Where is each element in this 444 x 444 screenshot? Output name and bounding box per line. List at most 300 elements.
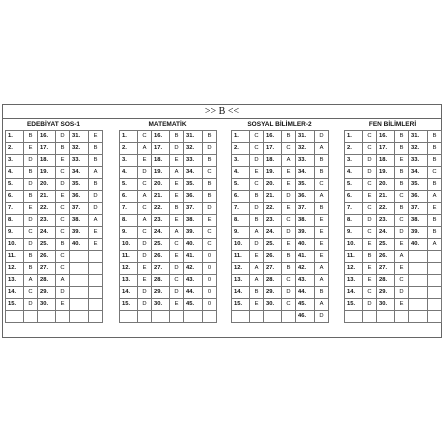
question-number: 38. [296, 215, 315, 227]
answer-letter [170, 311, 184, 323]
answer-letter: D [56, 179, 70, 191]
answer-letter: C [395, 215, 409, 227]
question-number: 8. [120, 215, 138, 227]
question-number [377, 311, 395, 323]
section-edebiyat-sos-1 [5, 119, 102, 323]
answer-letter: A [56, 275, 70, 287]
question-number: 25. [377, 239, 395, 251]
question-number [38, 311, 56, 323]
question-number: 5. [120, 179, 138, 191]
answer-letter: A [250, 275, 264, 287]
question-number: 5. [6, 179, 24, 191]
table-row [232, 203, 329, 215]
question-number: 41. [296, 251, 315, 263]
answer-letter: E [89, 239, 103, 251]
answer-letter [363, 311, 377, 323]
answer-letter: C [250, 179, 264, 191]
question-number: 46. [296, 311, 315, 323]
answer-letter [89, 311, 103, 323]
answer-letter: B [428, 215, 442, 227]
answer-letter: 0 [203, 251, 217, 263]
table-row [232, 239, 329, 251]
question-number: 3. [345, 155, 363, 167]
answer-letter: D [203, 143, 217, 155]
answer-letter: C [138, 131, 152, 143]
answer-letter: B [203, 179, 217, 191]
table-row [6, 275, 103, 287]
question-number: 45. [184, 299, 203, 311]
table-row [120, 275, 217, 287]
question-number: 37. [184, 203, 203, 215]
answer-letter: A [138, 143, 152, 155]
question-number: 12. [6, 263, 24, 275]
table-row [120, 299, 217, 311]
question-number: 19. [264, 167, 282, 179]
question-number: 4. [345, 167, 363, 179]
answer-letter: B [428, 143, 442, 155]
answer-letter: D [170, 287, 184, 299]
question-number: 36. [296, 191, 315, 203]
question-number: 9. [120, 227, 138, 239]
question-number [152, 311, 170, 323]
question-number [184, 311, 203, 323]
table-row [232, 227, 329, 239]
question-number: 14. [345, 287, 363, 299]
question-number: 23. [38, 215, 56, 227]
table-row [6, 131, 103, 143]
section-title: MATEMATİK [148, 121, 187, 128]
answer-letter [428, 263, 442, 275]
table-row [120, 251, 217, 263]
answer-letter: D [138, 167, 152, 179]
section-matematik [119, 119, 216, 323]
answer-letter: A [89, 215, 103, 227]
answer-letter: B [24, 251, 38, 263]
answer-letter: C [170, 275, 184, 287]
question-number: 35. [296, 179, 315, 191]
question-number: 4. [232, 167, 250, 179]
answer-table [119, 130, 217, 323]
table-row [232, 251, 329, 263]
answer-letter: E [363, 263, 377, 275]
question-number: 17. [377, 143, 395, 155]
question-number: 27. [377, 263, 395, 275]
answer-letter: B [203, 131, 217, 143]
answer-letter: C [315, 179, 329, 191]
table-row [6, 179, 103, 191]
table-row [232, 155, 329, 167]
question-number: 35. [70, 179, 89, 191]
answer-letter: A [315, 299, 329, 311]
question-number: 16. [38, 131, 56, 143]
answer-letter: E [395, 239, 409, 251]
answer-letter: D [250, 203, 264, 215]
answer-letter: E [363, 275, 377, 287]
table-row [120, 227, 217, 239]
answer-letter: C [138, 227, 152, 239]
question-number: 26. [152, 251, 170, 263]
question-number: 17. [264, 143, 282, 155]
question-number: 32. [409, 143, 428, 155]
question-number: 5. [345, 179, 363, 191]
question-number: 20. [38, 179, 56, 191]
answer-letter: A [395, 251, 409, 263]
question-number: 2. [345, 143, 363, 155]
answer-letter: E [24, 203, 38, 215]
answer-letter: C [24, 227, 38, 239]
table-row [120, 239, 217, 251]
answer-letter: E [24, 143, 38, 155]
question-number: 38. [409, 215, 428, 227]
question-number [120, 311, 138, 323]
answer-letter [89, 263, 103, 275]
question-number: 34. [70, 167, 89, 179]
question-number: 38. [184, 215, 203, 227]
answer-letter [203, 311, 217, 323]
answer-letter: C [203, 167, 217, 179]
answer-letter: C [56, 263, 70, 275]
question-number [264, 311, 282, 323]
question-number: 4. [120, 167, 138, 179]
answer-letter: D [24, 299, 38, 311]
table-row [345, 167, 442, 179]
answer-letter [24, 311, 38, 323]
question-number: 21. [264, 191, 282, 203]
question-number: 1. [120, 131, 138, 143]
answer-letter: B [89, 143, 103, 155]
question-number: 36. [184, 191, 203, 203]
table-row [232, 311, 329, 323]
answer-letter: A [250, 227, 264, 239]
question-number: 10. [6, 239, 24, 251]
answer-letter [428, 275, 442, 287]
answer-letter: E [56, 299, 70, 311]
table-row [6, 227, 103, 239]
question-number: 36. [409, 191, 428, 203]
question-number: 8. [345, 215, 363, 227]
question-number [70, 299, 89, 311]
question-number: 40. [409, 239, 428, 251]
table-row [232, 287, 329, 299]
answer-letter [56, 311, 70, 323]
question-number: 40. [70, 239, 89, 251]
table-row [120, 167, 217, 179]
table-row [232, 263, 329, 275]
answer-letter: D [170, 143, 184, 155]
answer-letter: A [428, 191, 442, 203]
answer-letter [282, 311, 296, 323]
question-number: 15. [232, 299, 250, 311]
table-row [6, 167, 103, 179]
answer-letter: C [282, 215, 296, 227]
answer-letter: E [138, 275, 152, 287]
answer-letter: B [282, 251, 296, 263]
answer-letter: C [363, 131, 377, 143]
question-number: 30. [377, 299, 395, 311]
answer-letter: E [250, 167, 264, 179]
question-number: 3. [6, 155, 24, 167]
question-number [409, 263, 428, 275]
answer-letter: C [395, 275, 409, 287]
question-number: 15. [345, 299, 363, 311]
question-number: 9. [6, 227, 24, 239]
answer-letter: D [138, 251, 152, 263]
answer-letter: B [395, 131, 409, 143]
question-number: 7. [120, 203, 138, 215]
table-row [6, 299, 103, 311]
question-number: 30. [264, 299, 282, 311]
answer-letter: C [56, 227, 70, 239]
answer-letter: A [138, 215, 152, 227]
answer-letter: C [24, 287, 38, 299]
answer-letter: C [282, 143, 296, 155]
question-number: 14. [6, 287, 24, 299]
table-row [345, 299, 442, 311]
question-number: 5. [232, 179, 250, 191]
answer-letter: E [89, 131, 103, 143]
answer-letter: B [282, 131, 296, 143]
table-row [345, 179, 442, 191]
answer-letter: E [315, 239, 329, 251]
answer-letter: E [282, 203, 296, 215]
question-number: 24. [38, 227, 56, 239]
question-number: 13. [345, 275, 363, 287]
answer-letter: B [203, 191, 217, 203]
answer-letter: D [315, 131, 329, 143]
table-row [345, 143, 442, 155]
question-number [232, 311, 250, 323]
answer-letter [428, 299, 442, 311]
answer-letter: E [170, 179, 184, 191]
question-number: 31. [296, 131, 315, 143]
question-number: 12. [232, 263, 250, 275]
table-row [6, 287, 103, 299]
question-number: 19. [38, 167, 56, 179]
question-number: 18. [377, 155, 395, 167]
question-number: 11. [345, 251, 363, 263]
answer-letter: C [138, 179, 152, 191]
question-number: 44. [296, 287, 315, 299]
answer-letter [428, 287, 442, 299]
question-number: 24. [152, 227, 170, 239]
question-number: 43. [184, 275, 203, 287]
question-number: 8. [6, 215, 24, 227]
question-number: 34. [296, 167, 315, 179]
answer-letter: D [138, 287, 152, 299]
table-row [6, 311, 103, 323]
answer-letter: D [282, 227, 296, 239]
table-row [345, 203, 442, 215]
question-number: 1. [232, 131, 250, 143]
answer-letter: D [89, 203, 103, 215]
question-number: 28. [152, 275, 170, 287]
answer-letter: D [395, 287, 409, 299]
question-number: 18. [264, 155, 282, 167]
question-number: 27. [152, 263, 170, 275]
question-number: 7. [345, 203, 363, 215]
question-number: 10. [120, 239, 138, 251]
table-row [120, 143, 217, 155]
answer-letter: D [315, 311, 329, 323]
question-number: 36. [70, 191, 89, 203]
answer-letter: A [170, 167, 184, 179]
answer-letter: D [250, 239, 264, 251]
question-number: 29. [38, 287, 56, 299]
question-number: 32. [184, 143, 203, 155]
question-number: 17. [38, 143, 56, 155]
answer-letter: D [138, 239, 152, 251]
answer-letter: E [203, 215, 217, 227]
question-number: 37. [409, 203, 428, 215]
answer-letter: B [250, 191, 264, 203]
answer-letter: A [250, 263, 264, 275]
question-number: 24. [264, 227, 282, 239]
table-row [120, 287, 217, 299]
answer-letter: C [203, 239, 217, 251]
question-number: 31. [409, 131, 428, 143]
question-number: 2. [232, 143, 250, 155]
question-number: 22. [264, 203, 282, 215]
table-row [345, 131, 442, 143]
answer-letter: D [24, 239, 38, 251]
question-number: 23. [264, 215, 282, 227]
question-number: 22. [377, 203, 395, 215]
table-row [232, 191, 329, 203]
table-row [6, 239, 103, 251]
question-number: 22. [152, 203, 170, 215]
question-number: 22. [38, 203, 56, 215]
table-row [345, 275, 442, 287]
question-number: 27. [38, 263, 56, 275]
question-number: 23. [377, 215, 395, 227]
answer-letter: D [203, 203, 217, 215]
answer-letter: C [282, 275, 296, 287]
answer-letter: B [24, 191, 38, 203]
question-number [345, 311, 363, 323]
answer-letter: E [56, 191, 70, 203]
table-row [120, 311, 217, 323]
answer-letter: D [363, 167, 377, 179]
question-number: 33. [409, 155, 428, 167]
answer-letter: E [56, 155, 70, 167]
question-number: 31. [70, 131, 89, 143]
question-number: 30. [152, 299, 170, 311]
answer-letter: E [315, 227, 329, 239]
question-number: 10. [232, 239, 250, 251]
section-sosyal-bilimler-2 [231, 119, 328, 323]
answer-letter: B [315, 167, 329, 179]
question-number: 20. [264, 179, 282, 191]
answer-letter: E [282, 179, 296, 191]
answer-letter: C [56, 203, 70, 215]
table-row [6, 191, 103, 203]
table-row [6, 251, 103, 263]
question-number: 15. [120, 299, 138, 311]
table-row [120, 191, 217, 203]
table-row [345, 251, 442, 263]
question-number [409, 287, 428, 299]
table-row [232, 167, 329, 179]
table-row [345, 215, 442, 227]
answer-letter: B [315, 287, 329, 299]
question-number: 21. [38, 191, 56, 203]
question-number [409, 311, 428, 323]
question-number: 43. [296, 275, 315, 287]
answer-letter [89, 275, 103, 287]
table-row [120, 155, 217, 167]
answer-letter [428, 251, 442, 263]
answer-letter: B [395, 143, 409, 155]
table-row [232, 215, 329, 227]
question-number: 6. [345, 191, 363, 203]
answer-letter: B [428, 131, 442, 143]
answer-letter: B [428, 227, 442, 239]
section-title: SOSYAL BİLİMLER-2 [247, 121, 312, 128]
answer-letter: D [24, 215, 38, 227]
answer-letter: B [363, 251, 377, 263]
answer-letter: E [395, 299, 409, 311]
question-number: 16. [377, 131, 395, 143]
answer-letter: B [428, 179, 442, 191]
answer-letter: E [315, 215, 329, 227]
answer-letter: B [56, 239, 70, 251]
question-number: 41. [184, 251, 203, 263]
answer-letter: E [250, 251, 264, 263]
table-row [232, 179, 329, 191]
table-row [120, 131, 217, 143]
answer-letter: A [315, 263, 329, 275]
answer-letter: 0 [203, 263, 217, 275]
answer-letter: D [282, 191, 296, 203]
answer-letter: E [363, 191, 377, 203]
table-row [232, 299, 329, 311]
question-number [70, 287, 89, 299]
answer-letter: B [89, 179, 103, 191]
answer-letter: D [24, 155, 38, 167]
question-number: 6. [6, 191, 24, 203]
answer-letter: C [203, 227, 217, 239]
question-number: 27. [264, 263, 282, 275]
question-number [409, 275, 428, 287]
section-fen-bilimleri [344, 119, 441, 323]
answer-letter: A [170, 227, 184, 239]
answer-letter: D [89, 191, 103, 203]
answer-letter: E [170, 299, 184, 311]
answer-letter: D [363, 155, 377, 167]
question-number: 1. [6, 131, 24, 143]
answer-letter: B [170, 131, 184, 143]
answer-letter: A [428, 239, 442, 251]
table-row [345, 155, 442, 167]
question-number: 15. [6, 299, 24, 311]
booklet-header: >> B << [3, 105, 441, 119]
answer-letter: B [24, 167, 38, 179]
question-number: 26. [377, 251, 395, 263]
answer-letter [250, 311, 264, 323]
table-row [120, 203, 217, 215]
answer-letter: E [170, 251, 184, 263]
answer-letter: E [170, 155, 184, 167]
question-number: 20. [152, 179, 170, 191]
answer-letter: 0 [203, 287, 217, 299]
answer-table [231, 130, 329, 323]
question-number: 6. [232, 191, 250, 203]
question-number: 12. [345, 263, 363, 275]
table-row [6, 155, 103, 167]
answer-letter: D [395, 227, 409, 239]
answer-letter: B [170, 203, 184, 215]
table-row [6, 263, 103, 275]
